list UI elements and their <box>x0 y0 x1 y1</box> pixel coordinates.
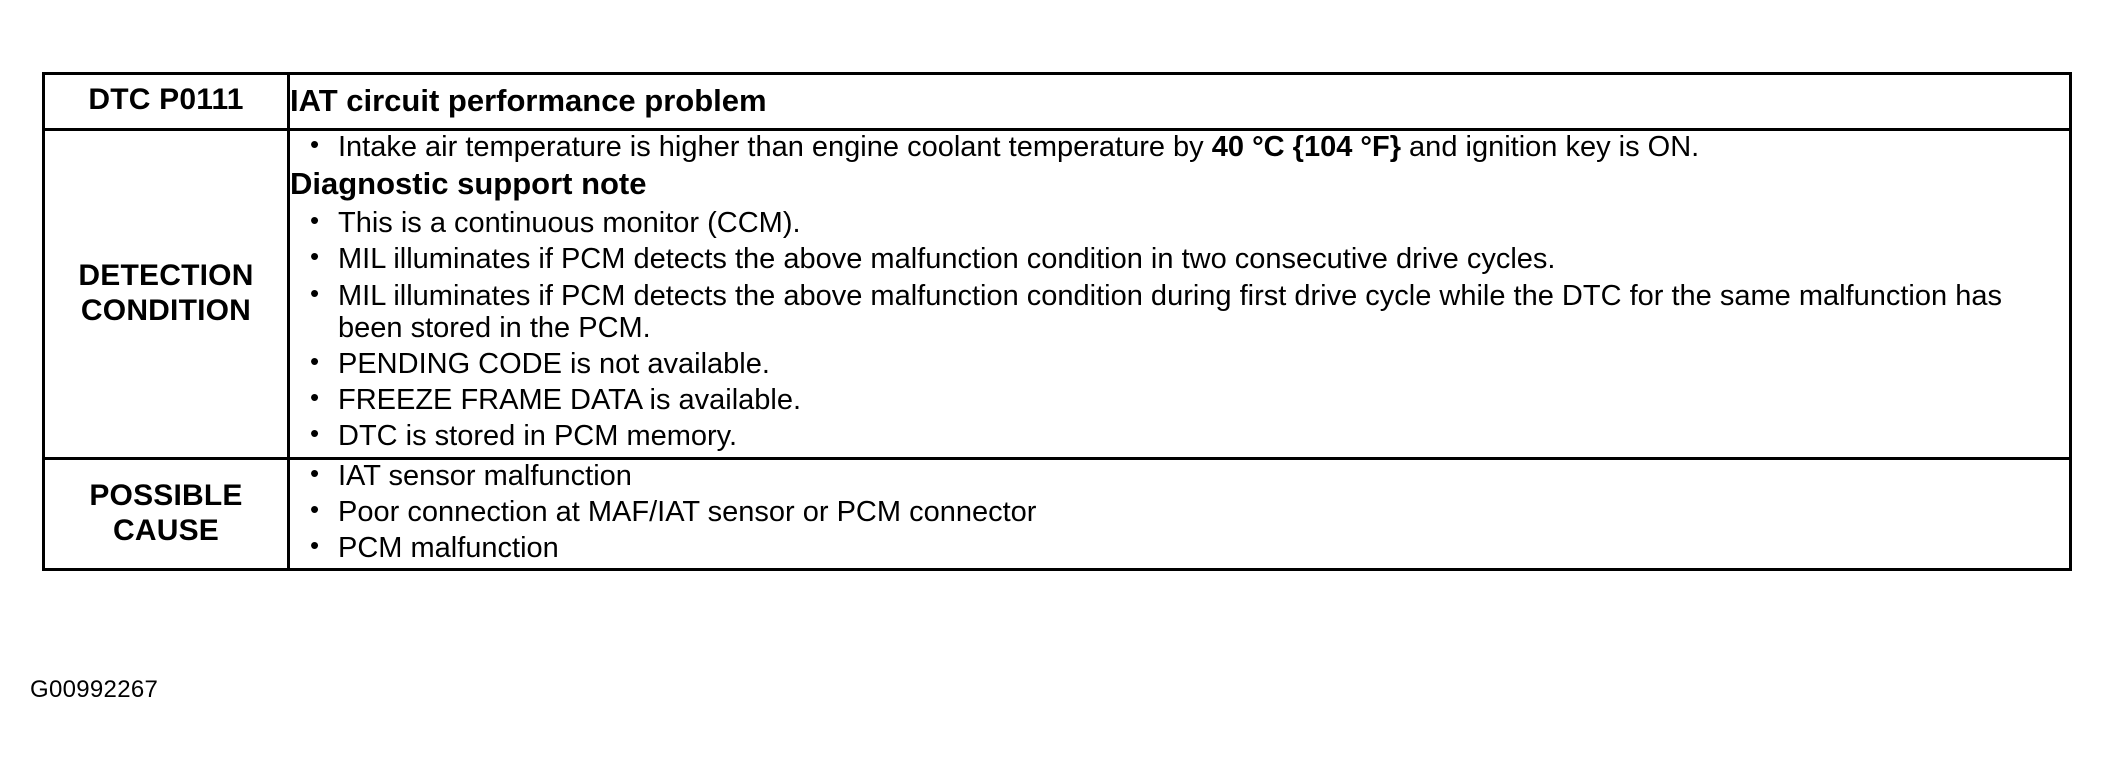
detection-primary-suffix: and ignition key is ON. <box>1401 131 1700 163</box>
table-row-possible-cause <box>44 458 2071 570</box>
table-row-detection-condition <box>44 130 2071 459</box>
detection-primary-value-c: 40 °C <box>1211 131 1285 163</box>
detection-condition-content-cell <box>289 130 2071 459</box>
dtc-table <box>42 72 2072 571</box>
list-item: • IAT sensor malfunction <box>290 460 2069 492</box>
possible-cause-label-line2: CAUSE <box>112 513 219 547</box>
dtc-title-cell <box>289 74 2071 130</box>
list-item: • Poor connection at MAF/IAT sensor or PCM connector <box>290 496 2069 528</box>
figure-id-label: G00992267 <box>30 676 159 703</box>
list-item: • MIL illuminates if PCM detects the above malfunction condition in two consecutive drive cycles. <box>290 243 2069 275</box>
list-item: • FREEZE FRAME DATA is available. <box>290 384 2069 416</box>
list-item: • PCM malfunction <box>290 532 2069 564</box>
detection-condition-label-cell <box>44 130 289 459</box>
possible-cause-label-line1: POSSIBLE <box>89 479 243 513</box>
diagnostic-support-note-heading: Diagnostic support note <box>290 166 647 202</box>
table-row-dtc-header <box>44 74 2071 130</box>
detection-condition-label-line2: CONDITION <box>80 293 252 327</box>
possible-cause-content-cell <box>289 458 2071 570</box>
detection-primary-prefix: Intake air temperature is higher than engine coolant temperature by <box>338 131 1212 163</box>
detection-primary-value-f: {104 °F} <box>1284 131 1401 163</box>
possible-cause-label-cell <box>44 458 289 570</box>
list-item: • PENDING CODE is not available. <box>290 348 2069 380</box>
list-item: • MIL illuminates if PCM detects the above malfunction condition during first drive cycle while the DTC for the same malfunction has been stored in the PCM. <box>290 280 2069 344</box>
detection-note-list <box>290 207 2069 452</box>
detection-primary-list <box>290 131 2069 163</box>
dtc-code-cell <box>44 74 289 130</box>
dtc-title-text: IAT circuit performance problem <box>290 83 767 118</box>
list-item: • This is a continuous monitor (CCM). <box>290 207 2069 239</box>
dtc-code-label: DTC P0111 <box>88 83 244 117</box>
possible-cause-list <box>290 460 2069 565</box>
list-item: • DTC is stored in PCM memory. <box>290 420 2069 452</box>
detection-condition-label-line1: DETECTION <box>78 259 254 292</box>
list-item <box>290 131 2069 163</box>
